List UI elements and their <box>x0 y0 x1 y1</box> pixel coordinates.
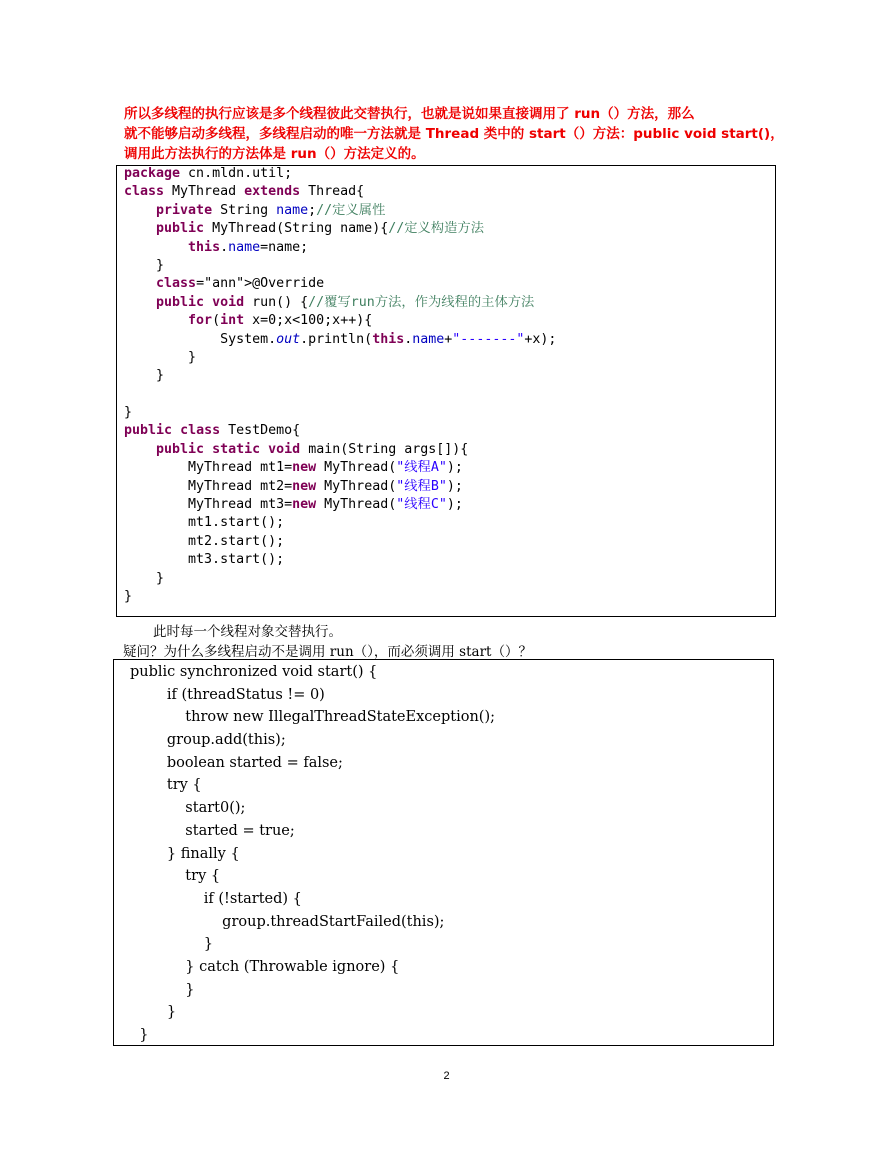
code-line: for(int x=0;x<100;x++){ <box>188 313 373 329</box>
intro-line-1: 所以多线程的执行应该是多个线程彼此交替执行，也就是说如果直接调用了 run（）方法，那么 <box>124 106 695 122</box>
code-line: } finally { <box>130 845 240 862</box>
code-line: public static void main(String args[]){ <box>156 441 469 457</box>
intro-line-3: 调用此方法执行的方法体是 run（）方法定义的。 <box>124 146 425 162</box>
note-question: 疑问？为什么多线程启动不是调用 run（），而必须调用 start（）？ <box>123 644 532 660</box>
code-line: mt3.start(); <box>124 552 285 568</box>
code-line <box>124 386 556 404</box>
code-line: try { <box>130 868 221 885</box>
code-line: public class TestDemo{ <box>124 423 301 439</box>
code-line: } <box>124 405 133 421</box>
code-line: try { <box>130 777 202 794</box>
code-line: this.name=name; <box>188 239 309 255</box>
note-alternating: 此时每一个线程对象交替执行。 <box>153 624 342 640</box>
code-line: } <box>124 588 133 604</box>
code-line: } <box>130 1004 177 1021</box>
code-line: private String name;//定义属性 <box>156 202 386 218</box>
code-line: class MyThread extends Thread{ <box>124 184 365 200</box>
code-line: boolean started = false; <box>130 754 343 771</box>
intro-line-2: 就不能够启动多线程，多线程启动的唯一方法就是 Thread 类中的 start（）方法：public void start()， <box>124 126 784 142</box>
code-line: package cn.mldn.util; <box>124 166 293 181</box>
code-line: } <box>130 936 213 953</box>
intro-paragraph <box>124 104 784 164</box>
code-line: public MyThread(String name){//定义构造方法 <box>156 221 484 237</box>
code-line: started = true; <box>130 822 295 839</box>
code-line: } <box>124 570 165 586</box>
code-line: if (!started) { <box>130 890 302 907</box>
code-line: class="ann">@Override <box>156 276 325 292</box>
code-line: } <box>124 368 165 384</box>
code-line: MyThread mt3=new MyThread("线程C"); <box>124 497 463 513</box>
code-line: throw new IllegalThreadStateException(); <box>130 709 495 726</box>
code-line: public void run() {//覆写run方法，作为线程的主体方法 <box>156 294 535 310</box>
code-line: public synchronized void start() { <box>130 664 378 680</box>
code-block-start-source <box>130 661 495 1047</box>
code-line: MyThread mt1=new MyThread("线程A"); <box>124 460 463 476</box>
code-line: } catch (Throwable ignore) { <box>130 958 400 975</box>
code-line: } <box>124 349 197 365</box>
code-line: } <box>130 1027 149 1043</box>
code-line: } <box>124 257 165 273</box>
code-line: System.out.println(this.name+"-------"+x); <box>124 331 557 347</box>
code-line: start0(); <box>130 800 246 817</box>
code-block-mythread <box>124 165 556 606</box>
code-line: if (threadStatus != 0) <box>130 686 325 703</box>
page-number: 2 <box>443 1070 450 1082</box>
code-line: MyThread mt2=new MyThread("线程B"); <box>124 478 463 494</box>
code-line: group.threadStartFailed(this); <box>130 913 445 930</box>
code-line: } <box>130 981 195 998</box>
code-line: mt2.start(); <box>124 533 285 549</box>
code-line: group.add(this); <box>130 732 286 749</box>
code-line: mt1.start(); <box>124 515 285 531</box>
